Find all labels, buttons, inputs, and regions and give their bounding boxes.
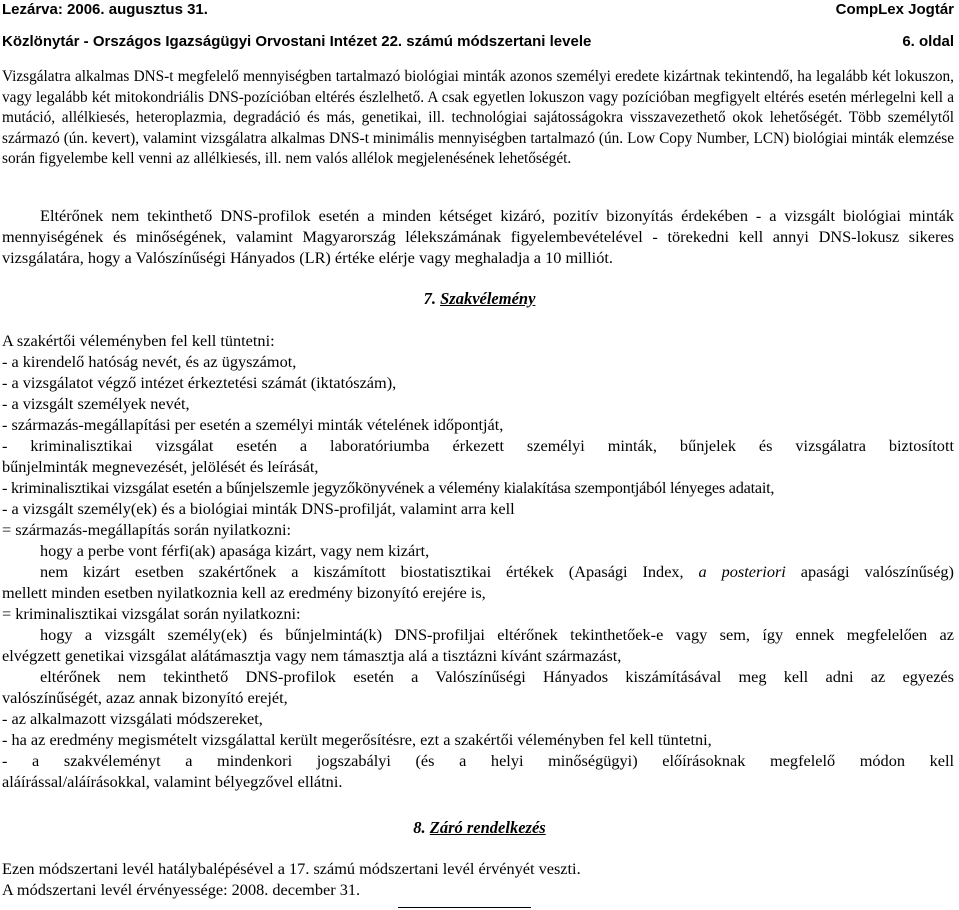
list-item-evidence-line-1: - kriminalisztikai vizsgálat esetén a laboratóriumba érkezett személyi minták, bűnjelek és vizsgálatra biztosított	[2, 436, 954, 455]
list-item-persons: - a vizsgált személyek nevét,	[2, 394, 190, 413]
list-item-paternity-index-line-1	[2, 561, 954, 582]
a-posteriori-term: a posteriori	[698, 562, 786, 581]
list-item-likelihood-line-2: valószínűségét, azaz annak bizonyító erejét,	[2, 688, 288, 707]
section-7-title: Szakvélemény	[440, 289, 536, 308]
section-7-heading	[0, 288, 959, 310]
brand-name: CompLex Jogtár	[835, 1, 954, 18]
paternity-index-text-end: apasági valószínűség)	[800, 562, 954, 581]
list-item-paternity-index-line-2: mellett minden esetben nyilatkoznia kell az eredmény bizonyító erejére is,	[2, 583, 486, 602]
list-item-methods: - az alkalmazott vizsgálati módszereket,	[2, 709, 263, 728]
list-item-forensic-heading: = kriminalisztikai vizsgálat során nyilatkozni:	[2, 604, 301, 623]
section-7-number: 7.	[423, 289, 436, 308]
section-8-heading	[0, 817, 959, 839]
section-7-lead: A szakértői véleményben fel kell tüntetni:	[2, 331, 275, 350]
list-item-forensic-comparison-line-1: hogy a vizsgált személy(ek) és bűnjelmintá(k) DNS-profiljai eltérőnek tekinthetőek-e vagy sem, így ennek megfelelően az	[40, 625, 954, 644]
intro-paragraph: Vizsgálatra alkalmas DNS-t megfelelő mennyiségben tartalmazó biológiai minták azonos személyi eredete kizártnak tekintendő, ha legalább két lokuszon, vagy legalább két mitokondriális DNS-pozícióban eltérés észlelhető. A csak egyetlen lokuszon vagy pozícióban megfigyelt eltérés esetén mérlegelni kell a mutáció, allélkiesés, heteroplazmia, degradáció és más, genetikai, ill. technológiai sajátosságokra visszavezethető okok lehetőségét. Több személytől származó (ún. kevert), valamint vizsgálatra alkalmas DNS-t minimális mennyiségben tartalmazó (ún. Low Copy Number, LCN) biológiai minták elemzése során figyelembe kell venni az allélkiesés, ill. nem valós allélok megjelenésének lehetőségét.	[2, 68, 954, 168]
likelihood-ratio-paragraph: Eltérőnek nem tekinthető DNS-profilok esetén a minden kétséget kizáró, pozitív bizonyítás érdekében - a vizsgált biológiai minták mennyiségének és minőségének, valamint Magyarország lélekszámának figyelembevételével - törekedni kell annyi DNS-lokusz sikeres vizsgálatára, hogy a Valószínűségi Hányados (LR) értéke elérje vagy meghaladja a 10 milliót.	[2, 206, 954, 268]
list-item-dna-profile: - a vizsgált személy(ek) és a biológiai minták DNS-profilját, valamint arra kell	[2, 499, 515, 518]
page-number: 6. oldal	[902, 33, 954, 50]
list-item-forensic-comparison-line-2: elvégzett genetikai vizsgálat alátámasztja vagy nem támasztja alá a tisztázni kívánt származást,	[2, 646, 622, 665]
section-8-number: 8.	[413, 818, 426, 837]
section-8-title: Záró rendelkezés	[429, 818, 546, 837]
repeal-statement: Ezen módszertani levél hatálybalépésével a 17. számú módszertani levél érvényét veszti.	[2, 859, 581, 878]
list-item-evidence-line-2: bűnjelminták megnevezését, jelölését és leírását,	[2, 457, 319, 476]
list-item-likelihood-line-1: eltérőnek nem tekinthető DNS-profilok esetén a Valószínűségi Hányados kiszámításával meg kell adni az egyezés	[40, 667, 954, 686]
list-item-inspection-record: - kriminalisztikai vizsgálat esetén a bűnjelszemle jegyzőkönyvének a vélemény kialakítása szempontjából lényeges adatait,	[2, 478, 775, 497]
list-item-signature-line-2: aláírással/aláírásokkal, valamint bélyegzővel ellátni.	[2, 772, 343, 791]
paternity-index-text-start: nem kizárt esetben szakértőnek a kiszámított biostatisztikai értékek (Apasági Index,	[40, 562, 684, 581]
list-item-paternity-exclusion: hogy a perbe vont férfi(ak) apasága kizárt, vagy nem kizárt,	[40, 541, 430, 560]
closing-date: Lezárva: 2006. augusztus 31.	[2, 1, 208, 18]
publication-title: Közlönytár - Országos Igazságügyi Orvostani Intézet 22. számú módszertani levele	[2, 33, 592, 50]
list-item-authority: - a kirendelő hatóság nevét, és az ügyszámot,	[2, 352, 297, 371]
list-item-repeated-test: - ha az eredmény megismételt vizsgálattal került megerősítésre, ezt a szakértői véleményben fel kell tüntetni,	[2, 730, 712, 749]
list-item-registration-number: - a vizsgálatot végző intézet érkeztetési számát (iktatószám),	[2, 373, 397, 392]
list-item-sampling-date: - származás-megállapítási per esetén a személyi minták vételének időpontját,	[2, 415, 504, 434]
list-item-signature-line-1: - a szakvéleményt a mindenkori jogszabályi (és a helyi minőségügyi) előírásoknak megfelelő módon kell	[2, 751, 954, 770]
validity-statement: A módszertani levél érvényessége: 2008. december 31.	[2, 880, 361, 899]
footer-divider	[398, 907, 531, 908]
list-item-paternity-heading: = származás-megállapítás során nyilatkozni:	[2, 520, 292, 539]
